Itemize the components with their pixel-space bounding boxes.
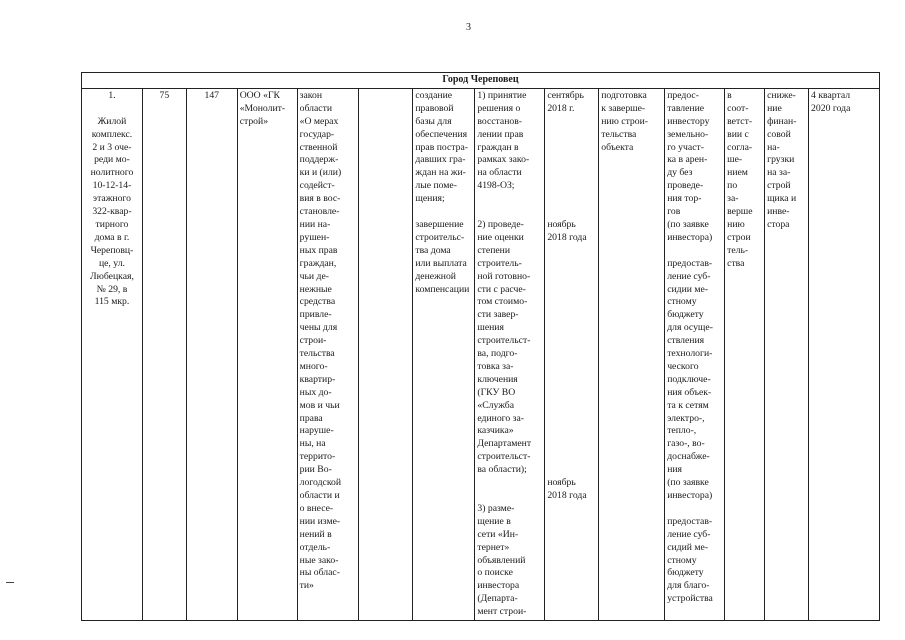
term-cell: 4 квартал 2020 года: [809, 88, 880, 620]
goals-cell: создание правовой базы для обеспечения прав постра- давших гра- ждан на жи- лые поме- щения; завершение строительс- тва дома или выплата денежной компенсации: [413, 88, 475, 620]
value-cell-1: 75: [142, 88, 186, 620]
developer-cell: ООО «ГК «Монолит- строй»: [237, 88, 297, 620]
page-number: 3: [466, 22, 471, 33]
law-cell: закон области «О мерах государ- ственной поддерж- ки и (или) содейст- вия в вос- становле- нии на- рушен- ных прав граждан, чьи де- нежные средства привле- чены для строи- тельства много- квартир- ных до- мов и чьи права наруше- ны, на террито- рии Во- логодской области и о внесе- нии изме- нений в отдель- ные зако- ны облас- ти»: [297, 88, 358, 620]
empty-cell: [358, 88, 413, 620]
reduction-cell: сниже- ние финан- совой на- грузки на за- строй щика и инве- стора: [765, 88, 809, 620]
table-row: [82, 88, 880, 620]
measures-table: [81, 72, 880, 621]
accordance-cell: в соот- ветст- вии с согла- ше- нием по за- верше нию строи тель- ства: [725, 88, 765, 620]
dates-cell: сентябрь 2018 г. ноябрь 2018 года ноябрь 2018 года: [545, 88, 599, 620]
support-cell: предос- тавление инвестору земельно- го участ- ка в арен- ду без проведе- ния тор- гов (по заявке инвестора) предостав- ление суб- сидии ме- стному бюджету для осуще- ствления технологи- ческого подключе- ния объек- та к сетям электро-, тепло-, газо-, во- доснабже- ния (по заявке инвестора) предостав- ление суб- сидий ме- стному бюджету для благо- устройства: [665, 88, 725, 620]
value-cell-2: 147: [186, 88, 237, 620]
city-header-row: [82, 73, 880, 89]
result-cell: подготовка к заверше- нию строи- тельства объекта: [599, 88, 665, 620]
object-cell: 1. Жилой комплекс. 2 и 3 оче- реди мо- нолитного 10-12-14- этажного 322-квар- тирного дома в г. Череповц- це, ул. Любецкая, № 29, в 115 мкр.: [82, 88, 143, 620]
city-header: Город Череповец: [82, 73, 880, 89]
measures-cell: 1) принятие решения о восстанов- лении прав граждан в рамках зако- на области 4198-ОЗ; 2) проведе- ние оценки степени строитель- ной готовно- сти с расче- том стоимо- сти завер- шения строительст- ва, подго- товка за- ключения (ГКУ ВО «Служба единого за- казчика» Департамент строительст- ва области); 3) разме- щение в сети «Ин- тернет» объявлений о поиске инвестора (Департа- мент строи-: [475, 88, 545, 620]
margin-mark: [6, 582, 14, 583]
